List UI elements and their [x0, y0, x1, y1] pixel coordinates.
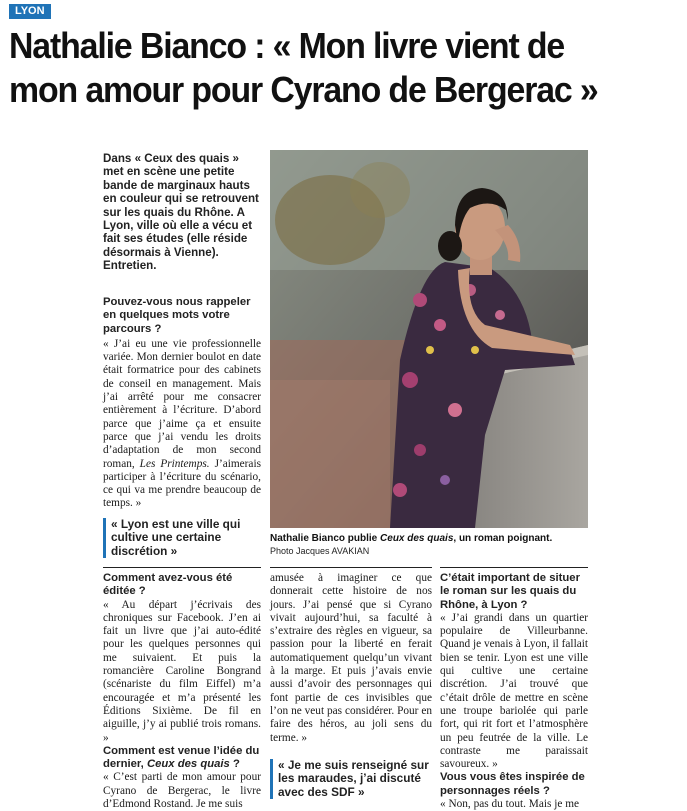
question-5: Vous vous êtes inspirée de personnages réels ? — [440, 771, 585, 797]
column-rule — [270, 567, 432, 568]
lead-paragraph: Dans « Ceux des quais » met en scène une petite bande de marginaux hauts en couleur qui se retrouvent sur les quais du Rhône. A Lyon, ville où elle a vécu et fait ses études (elle réside désormais à Vienne). Entretien. — [103, 152, 259, 273]
answer-3-continued: amusée à imaginer ce que donnerait cette histoire de nos jours. J’ai pensé que si Cyrano vivait aujourd’hui, sa faculté à s’extraire des règles en vigueur, sa passion pour la liberté en ferait automatiquement quelqu’un vivant à la marge. Et puis j’avais envie aussi d’avoir des personnages qui font partie de ces invisibles que l’on ne veut pas considérer. Pour en faire des héros, au joli sens du terme. » — [270, 572, 432, 744]
column-4 — [440, 572, 588, 811]
column-rule — [103, 567, 261, 568]
question-1: Pouvez-vous nous rappeler en quelques mots votre parcours ? — [103, 296, 251, 335]
answer-2: « Au départ j’écrivais des chroniques sur Facebook. J’en ai fait un livre que j’ai auto-édité pour les quelques personnes qui me suivaient. Et puis la romancière Caroline Bongrand (scénariste du film Eiffel) m’a encouragée et m’a présenté les Éditions Sixième. De fil en aiguille, j’y ai publié trois romans. » — [103, 598, 261, 744]
answer-5: « Non, pas du tout. Mais je me — [440, 798, 579, 811]
headline-line-2: mon amour pour Cyrano de Bergerac » — [9, 69, 598, 110]
column-3 — [270, 572, 432, 799]
portrait-photo-image — [270, 150, 588, 528]
pull-quote-2: « Je me suis renseigné sur les maraudes, j’ai discuté avec des SDF » — [270, 759, 432, 799]
portrait-photo — [270, 150, 588, 528]
section-tag: LYON — [9, 4, 51, 19]
photo-caption: Nathalie Bianco publie Ceux des quais, un roman poignant. — [270, 533, 553, 544]
photo-credit: Photo Jacques AVAKIAN — [270, 546, 370, 556]
answer-3: « C’est parti de mon amour pour Cyrano de Bergerac, le livre d’Edmond Rostand. Je me suis — [103, 771, 261, 811]
question-3: Comment est venue l’idée du dernier, Ceux des quais ? — [103, 744, 260, 771]
question-4: C’était important de situer le roman sur les quais du Rhône, à Lyon ? — [440, 572, 580, 611]
column-rule — [440, 567, 588, 568]
question-2: Comment avez-vous été éditée ? — [103, 572, 233, 598]
answer-4: « J’ai grandi dans un quartier populaire de Villeurbanne. Quand je venais à Lyon, il fallait bien se tenir. Lyon est une ville qui cultive une certaine discrétion. J’ai trouvé que c’était drôle de mettre en scène une troupe bariolée qui parle fort, qui rit fort et l’atmosphère un peu feutrée de la ville. Le contraste me paraissait savoureux. » — [440, 611, 588, 771]
column-1 — [103, 296, 261, 511]
headline-line-1: Nathalie Bianco : « Mon livre vient de — [9, 25, 565, 66]
headline — [9, 24, 641, 112]
answer-1: « J’ai eu une vie professionnelle variée. Mon dernier boulot en date était formatrice pour des cabinets de conseil en management. Mais j’ai arrêté pour me consacrer entièrement à l’écriture. D’abord parce que j’aime ça et ensuite parce que j’ai vendu les droits d’adaptation de mon second roman, Les Printemps. J’aimerais participer à l’écriture du scénario, ce qui va me prendre beaucoup de temps. » — [103, 337, 261, 510]
pull-quote-1: « Lyon est une ville qui cultive une certaine discrétion » — [103, 518, 261, 558]
column-2 — [103, 572, 261, 811]
